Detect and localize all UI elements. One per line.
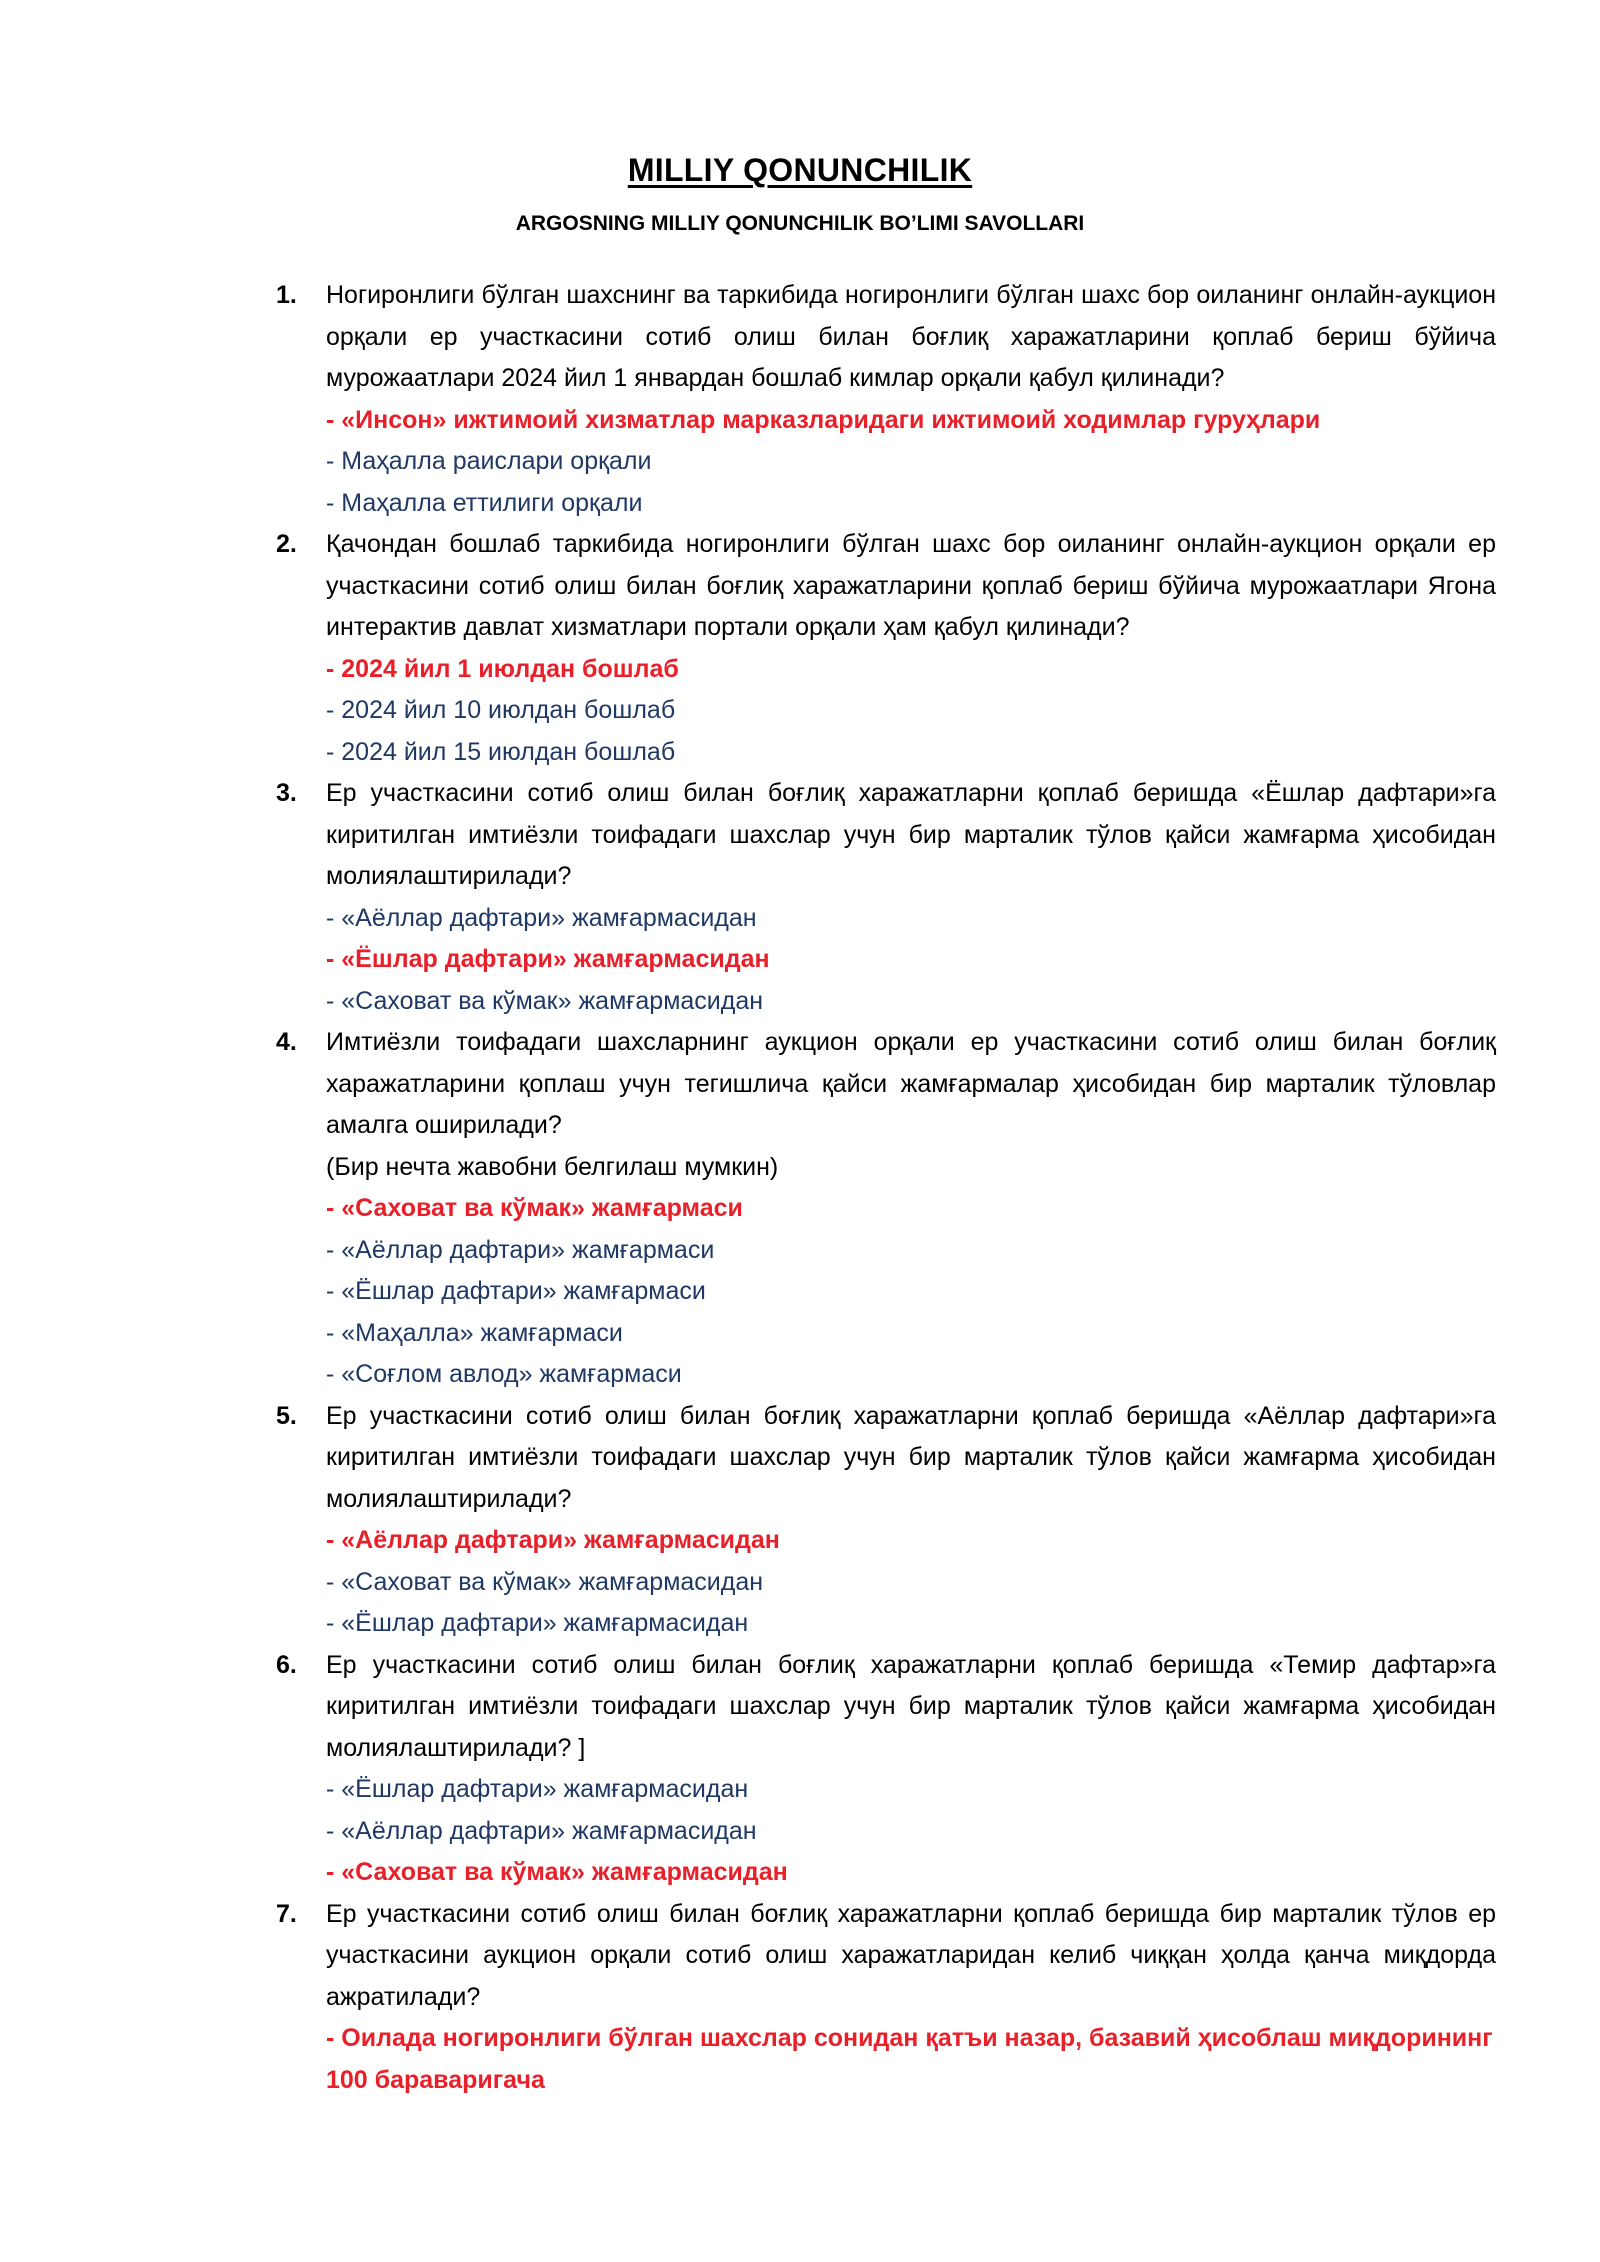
question-text: Ер участкасини сотиб олиш билан боғлиқ харажатларни қоплаб беришда «Аёллар дафтари»га киритилган имтиёзли тоифадаги шахслар учун бир марталик тўлов қайси жамғарма ҳисобидан молиялаштирилади? — [326, 1401, 1496, 1513]
correct-answer-option: - «Аёллар дафтари» жамғармасидан — [326, 1526, 780, 1554]
question-number: 5. — [276, 1401, 297, 1430]
correct-answer-option: - Оилада ногиронлиги бўлган шахслар сонидан қатъи назар, базавий ҳисоблаш миқдорининг 100 бараваригача — [326, 2024, 1493, 2094]
answer-option: - «Ёшлар дафтари» жамғармасидан — [326, 1609, 749, 1637]
question-text: Ногиронлиги бўлган шахснинг ва таркибида ногиронлиги бўлган шахс бор оиланинг онлайн-аукцион орқали ер участкасини сотиб олиш билан боғлиқ харажатларини қоплаб бериш бўйича мурожаатлари 2024 йил 1 январдан бошлаб кимлар орқали қабул қилинади? — [326, 281, 1496, 392]
answer-option: - 2024 йил 15 июлдан бошлаб — [326, 737, 676, 766]
question-item — [276, 773, 1496, 1022]
answer-option: - «Маҳалла» жамғармаси — [326, 1318, 623, 1347]
question-item — [276, 275, 1496, 524]
question-number: 4. — [276, 1028, 297, 1056]
question-number: 1. — [276, 281, 297, 309]
answer-option: - «Аёллар дафтари» жамғармаси — [326, 1235, 715, 1264]
question-text: Имтиёзли тоифадаги шахсларнинг аукцион орқали ер участкасини сотиб олиш билан боғлиқ харажатларини қоплаш учун тегишлича қайси жамғармалар ҳисобидан бир марталик тўловлар амалга оширилади? — [326, 1028, 1496, 1139]
question-item — [276, 1894, 1496, 2102]
page-subtitle: ARGOSNING MILLIY QONUNCHILIK BO’LIMI SAVOLLARI — [515, 212, 1085, 235]
question-item — [276, 1396, 1496, 1645]
answer-option: - «Аёллар дафтари» жамғармасидан — [326, 903, 757, 932]
question-number: 2. — [276, 530, 297, 558]
question-note: (Бир нечта жавобни белгилаш мумкин) — [326, 1152, 779, 1181]
correct-answer-option: - «Саховат ва кўмак» жамғармасидан — [326, 1858, 788, 1886]
question-item — [276, 1645, 1496, 1894]
question-text: Ер участкасини сотиб олиш билан боғлиқ харажатларни қоплаб беришда бир марталик тўлов ер участкасини аукцион орқали сотиб олиш харажатларидан келиб чиққан ҳолда қанча миқдорда ажратилади? — [326, 1899, 1496, 2011]
question-item — [276, 1022, 1496, 1396]
answer-option: - «Аёллар дафтари» жамғармасидан — [326, 1816, 757, 1845]
question-text: Қачондан бошлаб таркибида ногиронлиги бўлган шахс бор оиланинг онлайн-аукцион орқали ер участкасини сотиб олиш билан боғлиқ харажатларини қоплаб бериш бўйича мурожаатлари Ягона интерактив давлат хизматлари портали орқали ҳам қабул қилинади? — [326, 530, 1496, 641]
question-text: Ер участкасини сотиб олиш билан боғлиқ харажатларни қоплаб беришда «Темир дафтар»га киритилган имтиёзли тоифадаги шахслар учун бир марталик тўлов қайси жамғарма ҳисобидан молиялаштирилади? ] — [326, 1650, 1496, 1762]
answer-option: - «Саховат ва кўмак» жамғармасидан — [326, 986, 764, 1015]
question-number: 3. — [276, 779, 297, 807]
correct-answer-option: - «Инсон» ижтимоий хизматлар марказларидаги ижтимоий ходимлар гуруҳлари — [326, 405, 1321, 434]
page-title: MILLIY QONUNCHILIK — [627, 152, 973, 188]
question-text: Ер участкасини сотиб олиш билан боғлиқ харажатларни қоплаб беришда «Ёшлар дафтари»га киритилган имтиёзли тоифадаги шахслар учун бир марталик тўлов қайси жамғарма ҳисобидан молиялаштирилади? — [326, 779, 1496, 890]
answer-option: - Маҳалла раислари орқали — [326, 447, 652, 475]
answer-option: - «Ёшлар дафтари» жамғармасидан — [326, 1775, 749, 1803]
answer-option: - 2024 йил 10 июлдан бошлаб — [326, 696, 676, 724]
answer-option: - Маҳалла еттилиги орқали — [326, 488, 643, 517]
question-number: 6. — [276, 1650, 297, 1679]
answer-option: - «Саховат ва кўмак» жамғармасидан — [326, 1567, 764, 1596]
question-list — [276, 275, 1496, 2101]
answer-option: - «Ёшлар дафтари» жамғармаси — [326, 1277, 706, 1305]
question-item — [276, 524, 1496, 773]
correct-answer-option: - «Саховат ва кўмак» жамғармаси — [326, 1194, 743, 1222]
answer-option: - «Соғлом авлод» жамғармаси — [326, 1360, 682, 1388]
question-number: 7. — [276, 1899, 297, 1928]
correct-answer-option: - 2024 йил 1 июлдан бошлаб — [326, 654, 679, 683]
correct-answer-option: - «Ёшлар дафтари» жамғармасидан — [326, 945, 770, 973]
